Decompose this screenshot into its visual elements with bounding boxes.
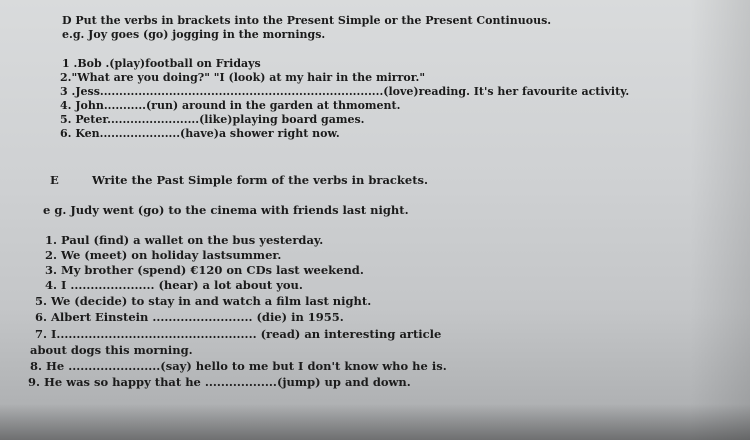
section-d-item: 4. John...........(run) around in the garden at thmoment. [60, 99, 401, 112]
section-e-item: 9. He was so happy that he ..................(jump) up and down. [28, 375, 411, 389]
section-d-item: 1 .Bob .(play)football on Fridays [62, 57, 261, 70]
section-d-item: 6. Ken.....................(have)a shower right now. [60, 127, 340, 140]
section-e-item: 7. I.................................................. (read) an interesting article [35, 327, 442, 341]
section-e-item: 6. Albert Einstein ......................... (die) in 1955. [35, 310, 344, 324]
page-bottom-shadow [0, 404, 750, 440]
section-e-item: 4. I ..................... (hear) a lot about you. [45, 278, 303, 292]
section-e-item: about dogs this morning. [30, 343, 193, 357]
section-e-item: 3. My brother (spend) €120 on CDs last weekend. [45, 263, 364, 277]
section-e-item: 1. Paul (find) a wallet on the bus yesterday. [45, 233, 324, 247]
section-e-item: 8. He .......................(say) hello to me but I don't know who he is. [30, 359, 447, 373]
section-d-item: 2."What are you doing?" "I (look) at my hair in the mirror." [60, 71, 426, 84]
section-d-example: e.g. Joy goes (go) jogging in the mornings. [62, 28, 326, 41]
section-d-item: 5. Peter........................(like)playing board games. [60, 113, 365, 126]
page-shadow [690, 0, 750, 440]
section-e-heading: Write the Past Simple form of the verbs in brackets. [92, 173, 429, 187]
section-e-example: e g. Judy went (go) to the cinema with friends last night. [43, 203, 409, 217]
section-e-item: 2. We (meet) on holiday lastsummer. [45, 248, 282, 262]
section-d-heading: D Put the verbs in brackets into the Present Simple or the Present Continuous. [62, 14, 552, 27]
section-e-item: 5. We (decide) to stay in and watch a film last night. [35, 294, 372, 308]
section-d-item: 3 .Jess..........................................................................(love)reading. It's her favourite activity. [60, 85, 630, 98]
section-e-letter: E [50, 173, 59, 187]
